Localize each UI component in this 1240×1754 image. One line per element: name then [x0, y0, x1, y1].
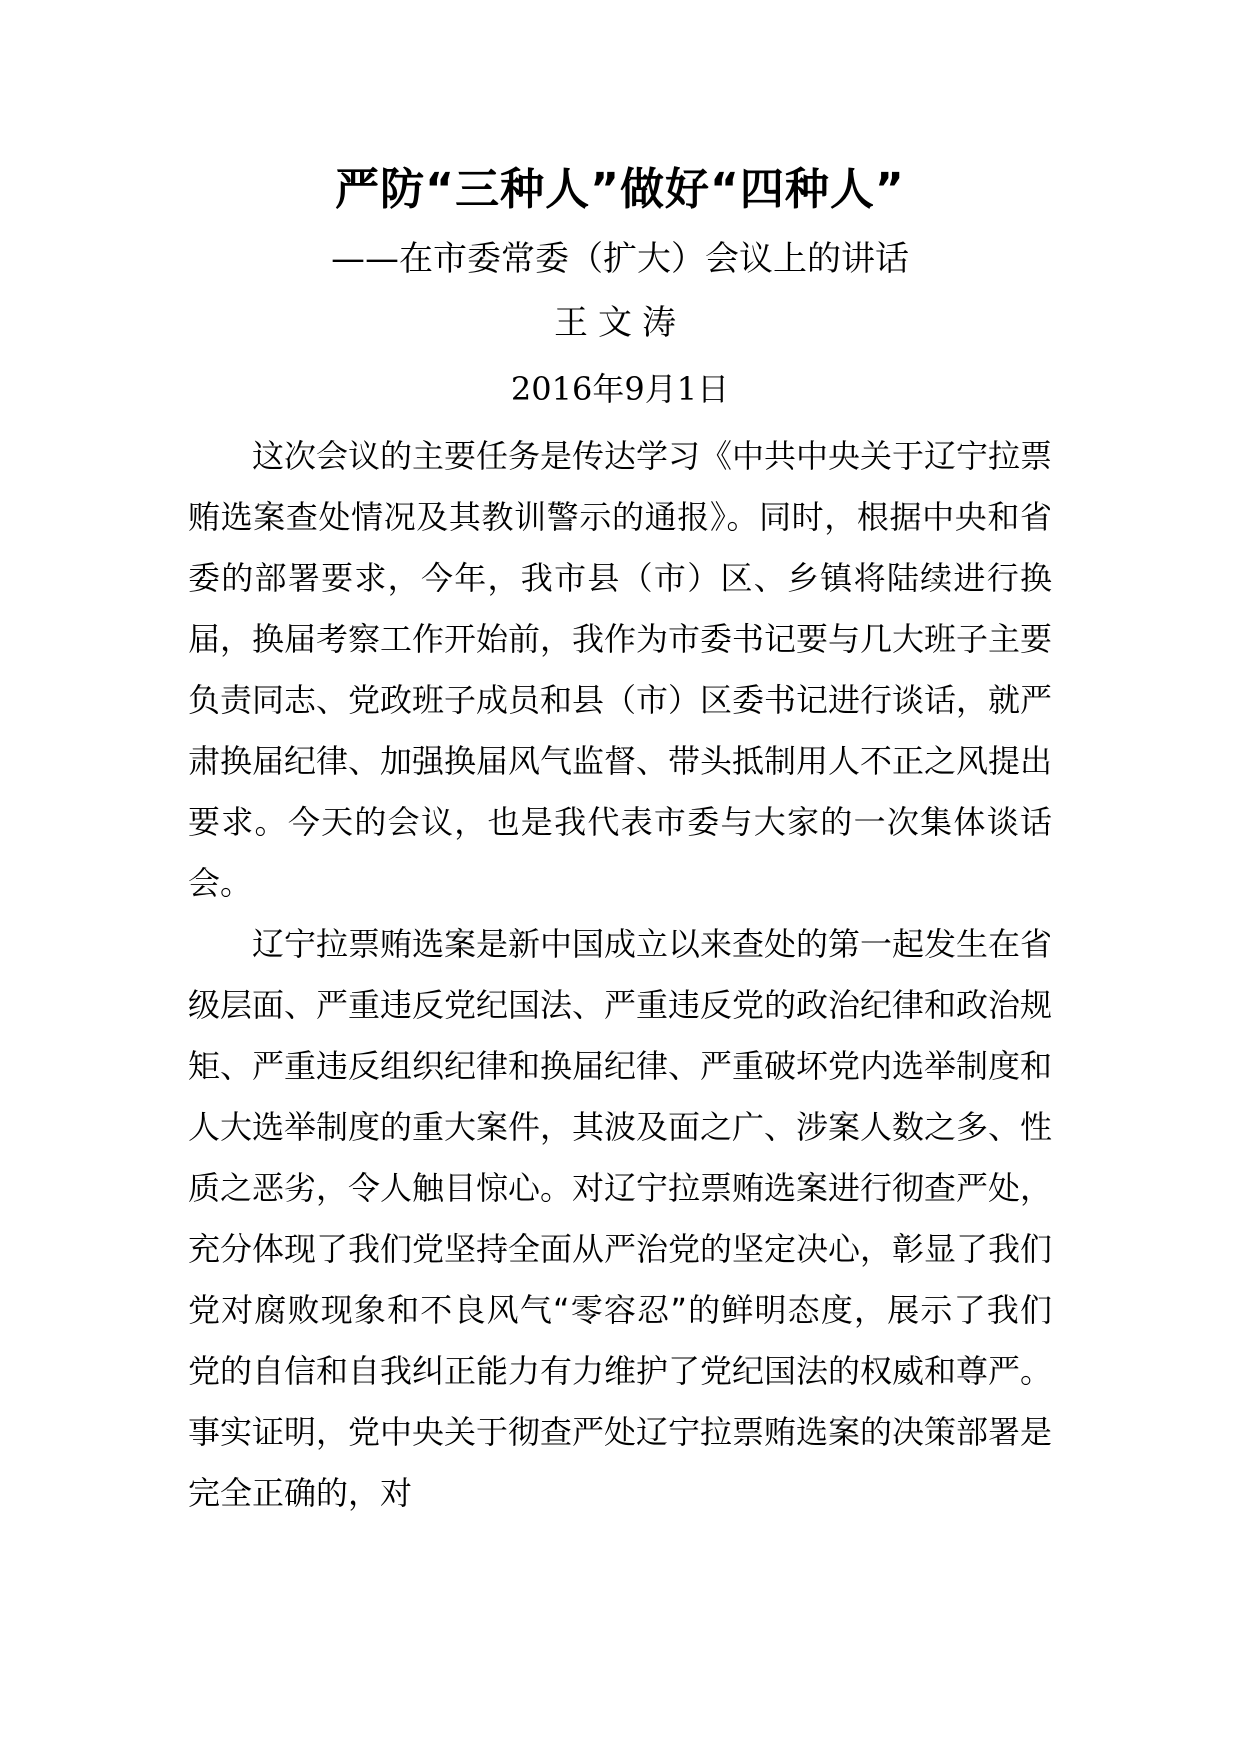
- document-body: [188, 426, 1052, 1524]
- body-paragraph: 辽宁拉票贿选案是新中国成立以来查处的第一起发生在省级层面、严重违反党纪国法、严重违反党的政治纪律和政治规矩、严重违反组织纪律和换届纪律、严重破坏党内选举制度和人大选举制度的重大案件，其波及面之广、涉案人数之多、性质之恶劣，令人触目惊心。对辽宁拉票贿选案进行彻查严处，充分体现了我们党坚持全面从严治党的坚定决心，彰显了我们党对腐败现象和不良风气“零容忍”的鲜明态度，展示了我们党的自信和自我纠正能力有力维护了党纪国法的权威和尊严。事实证明，党中央关于彻查严处辽宁拉票贿选案的决策部署是完全正确的，对: [188, 925, 1053, 1512]
- document-subtitle: ——在市委常委（扩大）会议上的讲话: [331, 239, 909, 279]
- author-name: 王文涛: [554, 303, 686, 343]
- document-title: 严防“三种人”做好“四种人”: [335, 164, 905, 215]
- body-paragraph: 这次会议的主要任务是传达学习《中共中央关于辽宁拉票贿选案查处情况及其教训警示的通报》。同时，根据中央和省委的部署要求，今年，我市县（市）区、乡镇将陆续进行换届，换届考察工作开始前，我作为市委书记要与几大班子主要负责同志、党政班子成员和县（市）区委书记进行谈话，就严肃换届纪律、加强换届风气监督、带头抵制用人不正之风提出要求。今天的会议，也是我代表市委与大家的一次集体谈话会。: [188, 437, 1053, 902]
- document-date: 2016年9月1日: [510, 370, 730, 408]
